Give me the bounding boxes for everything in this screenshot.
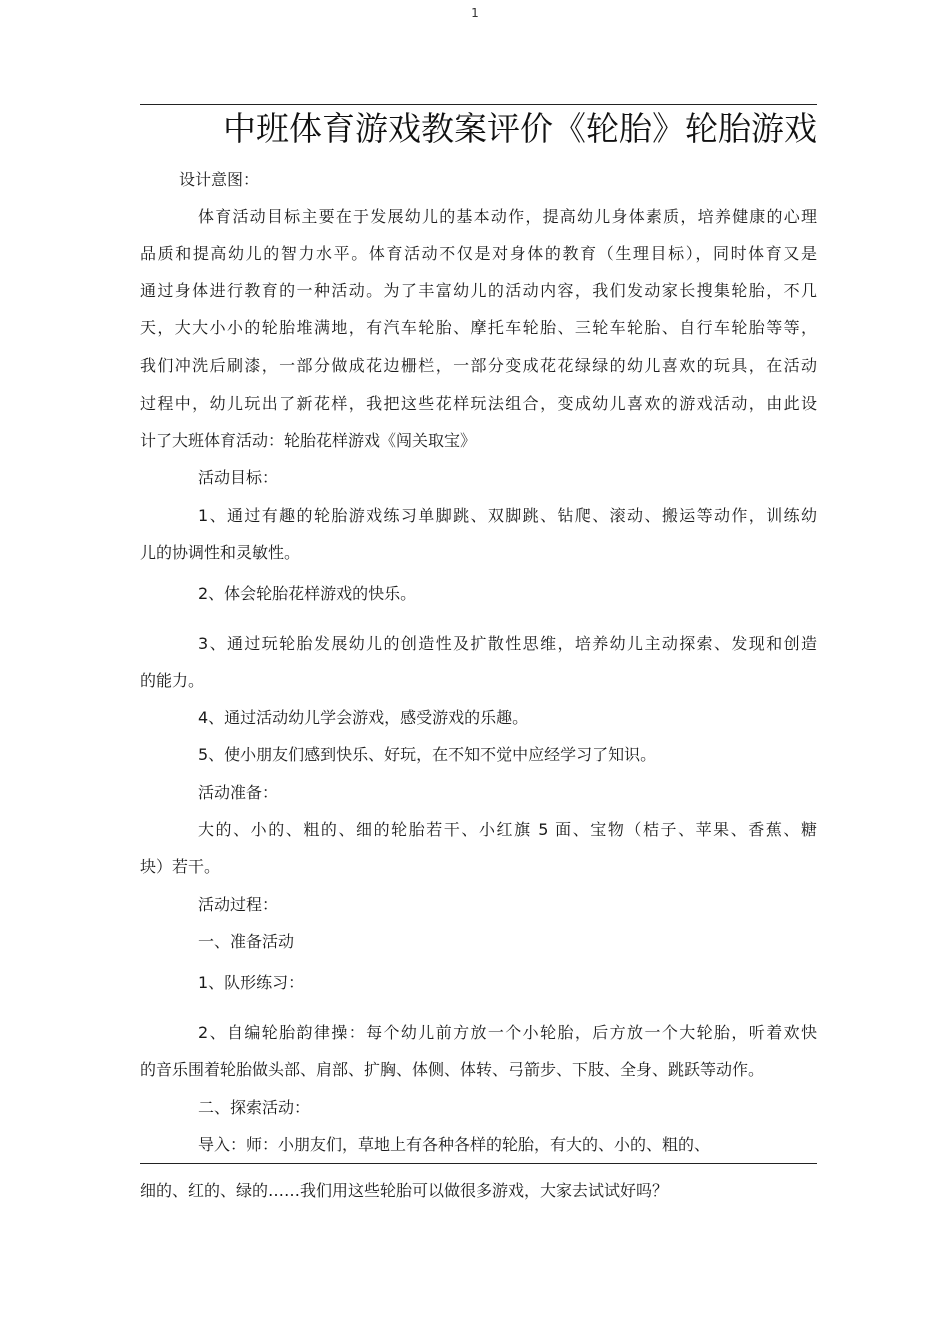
list-item-line: 儿的协调性和灵敏性。 <box>140 543 301 562</box>
paragraph-line: 大的、小的、粗的、细的轮胎若干、小红旗 5 面、宝物（桔子、苹果、香蕉、糖 <box>198 820 817 839</box>
list-item-line: 的能力。 <box>140 671 205 690</box>
list-item-line: 2、自编轮胎韵律操：每个幼儿前方放一个小轮胎，后方放一个大轮胎，听着欢快 <box>198 1023 817 1042</box>
paragraph-line: 过程中，幼儿玩出了新花样，我把这些花样玩法组合，变成幼儿喜欢的游戏活动，由此设 <box>140 394 817 413</box>
page-number: 1 <box>471 6 479 20</box>
list-item-line: 3、通过玩轮胎发展幼儿的创造性及扩散性思维，培养幼儿主动探索、发现和创造 <box>198 634 817 653</box>
subsection-heading: 二、探索活动： <box>198 1098 311 1117</box>
paragraph-line: 通过身体进行教育的一种活动。为了丰富幼儿的活动内容，我们发动家长搜集轮胎，不几 <box>140 281 817 300</box>
list-item-line: 1、通过有趣的轮胎游戏练习单脚跳、双脚跳、钻爬、滚动、搬运等动作，训练幼 <box>198 506 817 525</box>
footer-rule <box>140 1163 817 1164</box>
section-heading-design-intent: 设计意图： <box>179 170 260 189</box>
section-heading-process: 活动过程： <box>198 895 279 914</box>
list-item: 5、使小朋友们感到快乐、好玩，在不知不觉中应经学习了知识。 <box>198 745 657 764</box>
list-item: 2、体会轮胎花样游戏的快乐。 <box>198 584 417 603</box>
paragraph-line: 计了大班体育活动：轮胎花样游戏《闯关取宝》 <box>140 431 477 450</box>
subsection-heading: 一、准备活动 <box>198 932 295 951</box>
list-item: 1、队形练习： <box>198 973 305 992</box>
header-rule <box>140 104 817 105</box>
paragraph-line: 我们冲洗后刷漆，一部分做成花边栅栏，一部分变成花花绿绿的幼儿喜欢的玩具，在活动 <box>140 356 817 375</box>
page-title: 中班体育游戏教案评价《轮胎》轮胎游戏 <box>223 109 817 148</box>
section-heading-preparation: 活动准备： <box>198 783 279 802</box>
paragraph-line: 细的、红的、绿的……我们用这些轮胎可以做很多游戏，大家去试试好吗？ <box>140 1181 669 1200</box>
paragraph-line: 品质和提高幼儿的智力水平。体育活动不仅是对身体的教育（生理目标），同时体育又是 <box>140 244 817 263</box>
paragraph-line: 体育活动目标主要在于发展幼儿的基本动作，提高幼儿身体素质，培养健康的心理 <box>198 207 817 226</box>
list-item: 4、通过活动幼儿学会游戏，感受游戏的乐趣。 <box>198 708 529 727</box>
paragraph-line: 导入：师：小朋友们，草地上有各种各样的轮胎，有大的、小的、粗的、 <box>198 1135 711 1154</box>
list-item-line: 的音乐围着轮胎做头部、肩部、扩胸、体侧、体转、弓箭步、下肢、全身、跳跃等动作。 <box>140 1060 765 1079</box>
paragraph-line: 天，大大小小的轮胎堆满地，有汽车轮胎、摩托车轮胎、三轮车轮胎、自行车轮胎等等， <box>140 318 817 337</box>
section-heading-goals: 活动目标： <box>198 468 279 487</box>
paragraph-line: 块）若干。 <box>140 857 221 876</box>
